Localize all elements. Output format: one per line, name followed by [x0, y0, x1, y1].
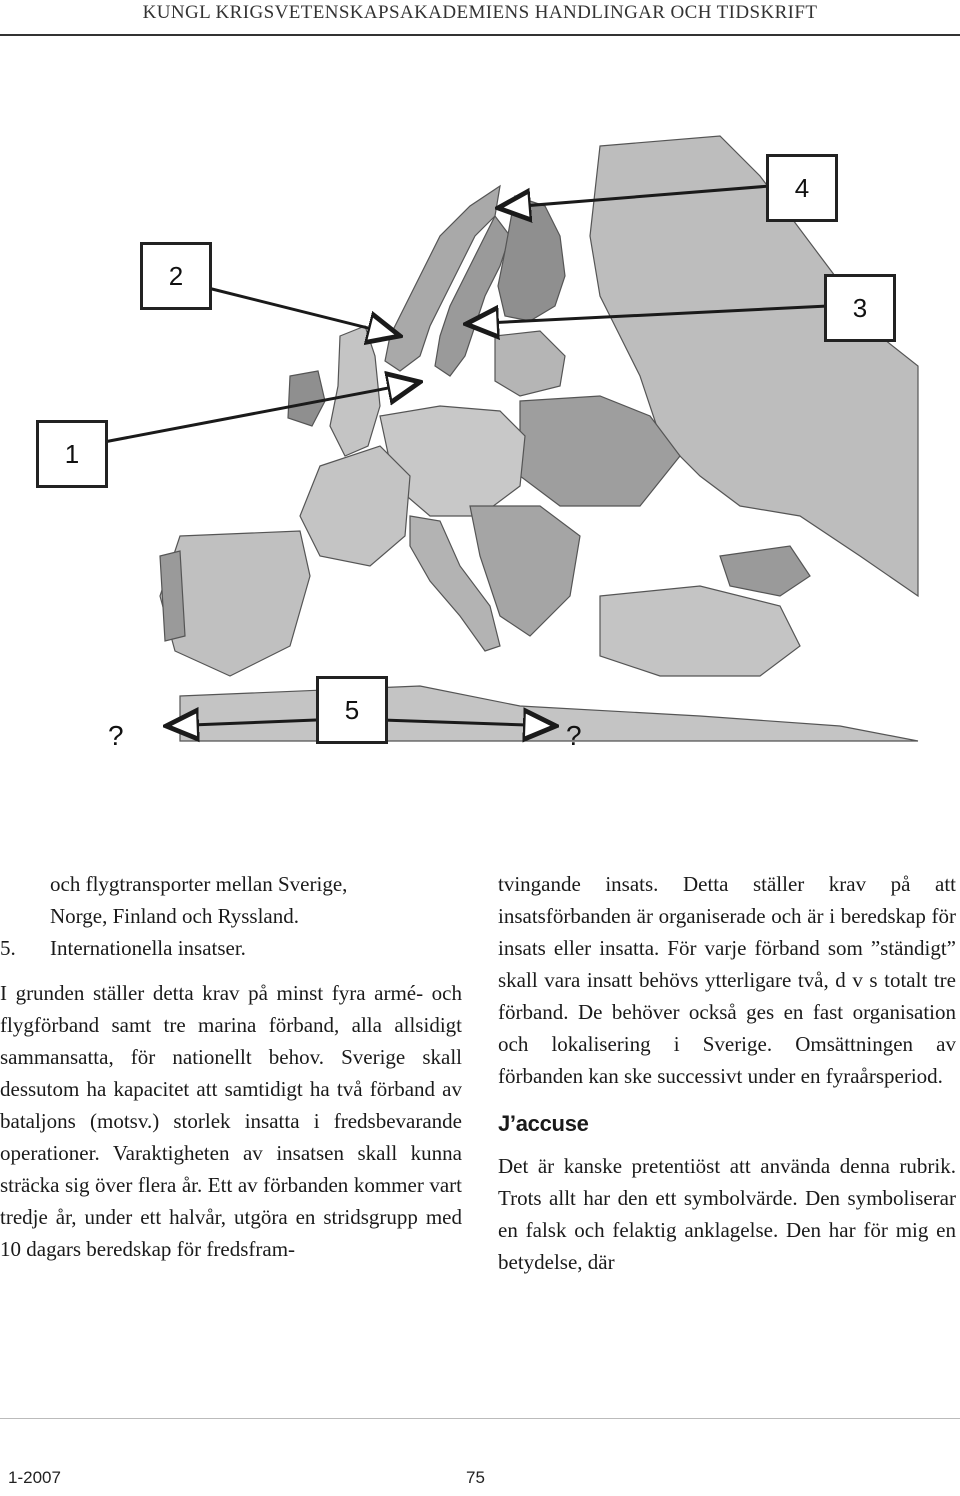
body-paragraph-left: I grunden ställer detta krav på minst fyra armé- och flygförband samt tre marina förband, alla allsidigt sammansatta, för nationellt behov. Sverige skall dessutom ha kapacitet att samtidigt ha två förband av bataljons (motsv.) storlek insatta i fredsbevarande operationer. Varaktigheten av insatsen skall kunna sträcka sig över flera år. Ett av förbanden kommer vart tredje år, under ett halvår, utgöra en stridsgrupp med 10 dagars beredskap för fredsfram-: [0, 981, 462, 1261]
running-header: [0, 0, 960, 36]
journal-title: KUNGL KRIGSVETENSKAPSAKADEMIENS HANDLINGAR OCH TIDSKRIFT: [142, 2, 818, 23]
map-label-5: [316, 676, 388, 744]
arrow-2: [208, 288, 400, 336]
body-paragraph-right-1: tvingande insats. Detta ställer krav på att insatsförbanden är organiserade och är i beredskap för insats eller insatta. För varje förband som ”ständigt” skall vara insatt behövs ytterligare två, d v s totalt tre förband. De behöver också ges en fast organisation och lokalisering i Sverige. Omsättningen av förbanden kan ske successivt under en fyraårsperiod.: [498, 872, 956, 1088]
list-item-4-line1: och flygtransporter mellan Sverige,: [50, 872, 348, 896]
list-item-5-number: 5.: [0, 936, 16, 960]
baltics: [495, 331, 565, 396]
issue-number: 1-2007: [8, 1468, 61, 1487]
ireland: [288, 371, 325, 426]
map-label-4: [766, 154, 838, 222]
right-text-column: [498, 868, 956, 1278]
page-number: 75: [466, 1468, 485, 1487]
finland: [498, 196, 565, 321]
list-item-5: [0, 932, 462, 964]
europe-map: [0, 36, 960, 776]
body-paragraph-right-2: Det är kanske pretentiöst att använda denna rubrik. Trots allt har den ett symbolvärde. Den symboliserar en falsk och felaktig anklagelse. Den har för mig en betydelse, där: [498, 1154, 956, 1274]
map-label-5-text: 5: [344, 694, 360, 725]
question-mark-left: ?: [108, 720, 124, 751]
portugal: [160, 551, 185, 641]
map-label-3-text: 3: [852, 292, 868, 323]
left-text-column: [0, 868, 462, 1265]
map-label-4-text: 4: [794, 172, 810, 203]
france: [300, 446, 410, 566]
map-label-3: [824, 274, 896, 342]
list-item-5-text: Internationella insatser.: [50, 936, 246, 960]
europe-map-figure: [0, 36, 960, 776]
map-label-1-text: 1: [64, 438, 80, 469]
turkey: [600, 586, 800, 676]
section-heading: J’accuse: [498, 1111, 589, 1136]
question-mark-right: ?: [566, 720, 582, 751]
map-label-1: [36, 420, 108, 488]
list-item-4-line2: Norge, Finland och Ryssland.: [50, 904, 300, 928]
map-label-2-text: 2: [168, 260, 184, 291]
north-africa: [180, 686, 918, 741]
map-label-2: [140, 242, 212, 310]
russia-region: [590, 136, 918, 596]
caucasus: [720, 546, 810, 596]
footer-divider: [0, 1418, 960, 1419]
